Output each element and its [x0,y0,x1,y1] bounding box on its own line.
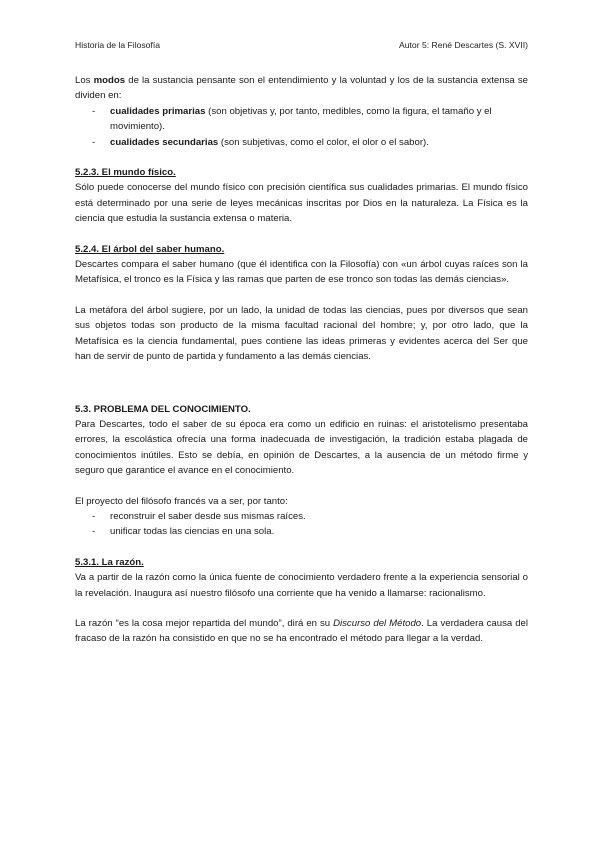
list-item-text: (son objetivas y, por tanto, medibles, como la figura, el tamaño y el movimiento). [110,105,492,133]
section-heading-problema-conocimiento: 5.3. PROBLEMA DEL CONOCIMIENTO. [75,403,251,415]
list-item-term: cualidades secundarias [110,136,219,148]
section-heading-arbol-saber: 5.2.4. El árbol del saber humano. [75,243,225,255]
book-title-discurso: Discurso del Método [333,617,422,629]
intro-text-1: Los [75,75,94,86]
qualities-list [75,104,528,150]
list-item-text: reconstruir el saber desde sus mismas raíces. [110,510,306,522]
razon-text-2: . La verdadera causa del fracaso de la razón ha consistido en que no se ha encontrado el método para llegar a la verdad. [75,617,528,645]
list-item [75,509,528,524]
section-heading-la-razon: 5.3.1. La razón. [75,556,144,568]
intro-text-2: de la sustancia pensante son el entendimiento y la voluntad y los de la sustancia extensa se dividen en: [75,75,528,102]
intro-paragraph [75,73,528,104]
document-body [75,73,528,647]
arbol-paragraph-2: La metáfora del árbol sugiere, por un lado, la unidad de todas las ciencias, pues por diversos que sean sus objetos todas son producto de la misma facultad racional del hombre; y, por otro lado, que la Metafísica es la ciencia fundamental, pues contiene las ideas primeras y evidentes acerca del Ser que han de servir de punto de partida y fundamento a las demás ciencias. [75,304,528,363]
list-item [75,104,528,135]
arbol-paragraph-1: Descartes compara el saber humano (que él identifica con la Filosofía) con «un árbol cuyas raíces son la Metafísica, el tronco es la Física y las ramas que parten de ese tronco son todas las demás ciencias». [75,259,528,286]
list-dash: - [92,510,96,522]
list-dash: - [92,526,96,538]
problema-paragraph-1: Para Descartes, todo el saber de su época era como un edificio en ruinas: el aristotelismo presentaba errores, la escolástica ofrecía una forma inadecuada de investigación, la tradición estaba plagada de conocimientos inútiles. Esto se debía, en opinión de Descartes, a la ausencia de un método firme y seguro que garantice el avance en el conocimiento. [75,418,528,477]
mundo-fisico-paragraph: Sólo puede conocerse del mundo físico con precisión científica sus cualidades primarias. El mundo físico está determinado por una serie de leyes mecánicas inscritas por Dios en la naturaleza. La Física es la ciencia que estudia la sustancia extensa o materia. [75,182,528,225]
razon-paragraph-1: Va a partir de la razón como la única fuente de conocimiento verdadero frente a la experiencia sensorial o la revelación. Inaugura así nuestro filósofo una corriente que ha venido a llamarse: racionalismo. [75,572,528,599]
list-item [75,135,528,150]
page-header [75,40,528,50]
list-item [75,524,528,539]
header-author: Autor 5: René Descartes (S. XVII) [399,40,528,50]
section-heading-mundo-fisico: 5.2.3. El mundo físico. [75,167,176,179]
list-item-term: cualidades primarias [110,105,206,117]
list-dash: - [92,136,96,148]
intro-bold-modos: modos [93,75,126,86]
razon-text-1: La razón “es la cosa mejor repartida del mundo”, dirá en su [75,617,334,629]
problema-paragraph-2: El proyecto del filósofo francés va a ser, por tanto: [75,495,288,507]
list-item-text: unificar todas las ciencias en una sola. [110,526,275,538]
proyecto-list [75,509,528,540]
header-subject: Historia de la Filosofía [75,40,161,50]
list-dash: - [92,105,96,117]
list-item-text: (son subjetivas, como el color, el olor o el sabor). [218,136,429,148]
razon-paragraph-2 [75,616,528,647]
